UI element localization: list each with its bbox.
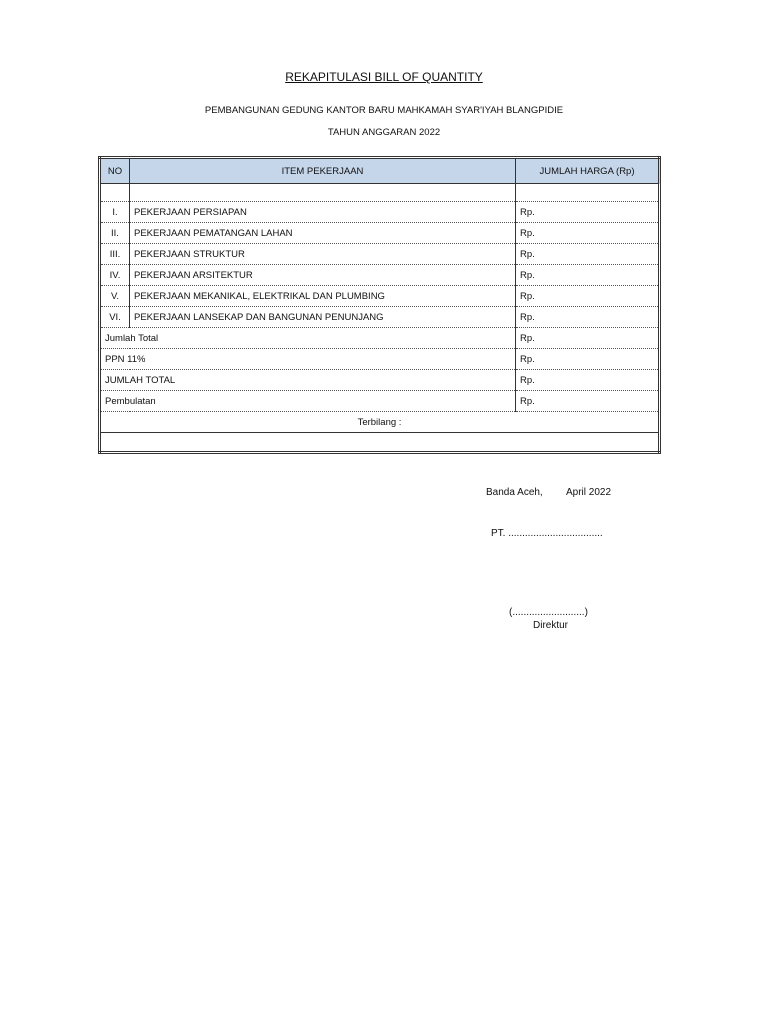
signature-company: PT. .................................. [491, 528, 603, 539]
summary-label: Pembulatan [100, 391, 516, 412]
terbilang-value [100, 433, 660, 453]
row-no: II. [100, 223, 130, 244]
summary-label: Jumlah Total [100, 328, 516, 349]
document-title: REKAPITULASI BILL OF QUANTITY [285, 70, 483, 84]
summary-row [100, 349, 660, 370]
fiscal-year: TAHUN ANGGARAN 2022 [327, 127, 441, 138]
summary-harga: Rp. [516, 328, 660, 349]
summary-row [100, 370, 660, 391]
summary-row [100, 391, 660, 412]
summary-harga: Rp. [516, 391, 660, 412]
blank-cell [100, 184, 130, 202]
summary-harga: Rp. [516, 349, 660, 370]
boq-table [98, 156, 661, 454]
signature-date: April 2022 [566, 487, 612, 498]
summary-row [100, 328, 660, 349]
row-item: PEKERJAAN PEMATANGAN LAHAN [130, 223, 516, 244]
row-no: VI. [100, 307, 130, 328]
table-row [100, 223, 660, 244]
row-no: I. [100, 202, 130, 223]
row-no: V. [100, 286, 130, 307]
row-no: IV. [100, 265, 130, 286]
row-harga: Rp. [516, 286, 660, 307]
blank-cell [130, 184, 516, 202]
row-no: III. [100, 244, 130, 265]
blank-cell [516, 184, 660, 202]
terbilang-label: Terbilang : [100, 412, 660, 433]
signature-name: (..........................) [509, 607, 588, 618]
row-harga: Rp. [516, 223, 660, 244]
table-row [100, 307, 660, 328]
summary-harga: Rp. [516, 370, 660, 391]
header-harga: JUMLAH HARGA (Rp) [516, 158, 660, 184]
terbilang-value-row [100, 433, 660, 453]
signature-role: Direktur [533, 620, 569, 631]
project-subtitle: PEMBANGUNAN GEDUNG KANTOR BARU MAHKAMAH SYAR'IYAH BLANGPIDIE [204, 105, 564, 116]
row-item: PEKERJAAN MEKANIKAL, ELEKTRIKAL DAN PLUMBING [130, 286, 516, 307]
header-no: NO [100, 158, 130, 184]
terbilang-row [100, 412, 660, 433]
blank-row [100, 184, 660, 202]
table-row [100, 202, 660, 223]
row-item: PEKERJAAN LANSEKAP DAN BANGUNAN PENUNJANG [130, 307, 516, 328]
row-item: PEKERJAAN ARSITEKTUR [130, 265, 516, 286]
table-header-row [100, 158, 660, 184]
row-harga: Rp. [516, 244, 660, 265]
signature-place: Banda Aceh, [486, 487, 543, 498]
table-row [100, 244, 660, 265]
header-item: ITEM PEKERJAAN [130, 158, 516, 184]
row-harga: Rp. [516, 307, 660, 328]
row-harga: Rp. [516, 265, 660, 286]
row-harga: Rp. [516, 202, 660, 223]
summary-label: PPN 11% [100, 349, 516, 370]
summary-label: JUMLAH TOTAL [100, 370, 516, 391]
table-row [100, 286, 660, 307]
row-item: PEKERJAAN PERSIAPAN [130, 202, 516, 223]
table-row [100, 265, 660, 286]
row-item: PEKERJAAN STRUKTUR [130, 244, 516, 265]
